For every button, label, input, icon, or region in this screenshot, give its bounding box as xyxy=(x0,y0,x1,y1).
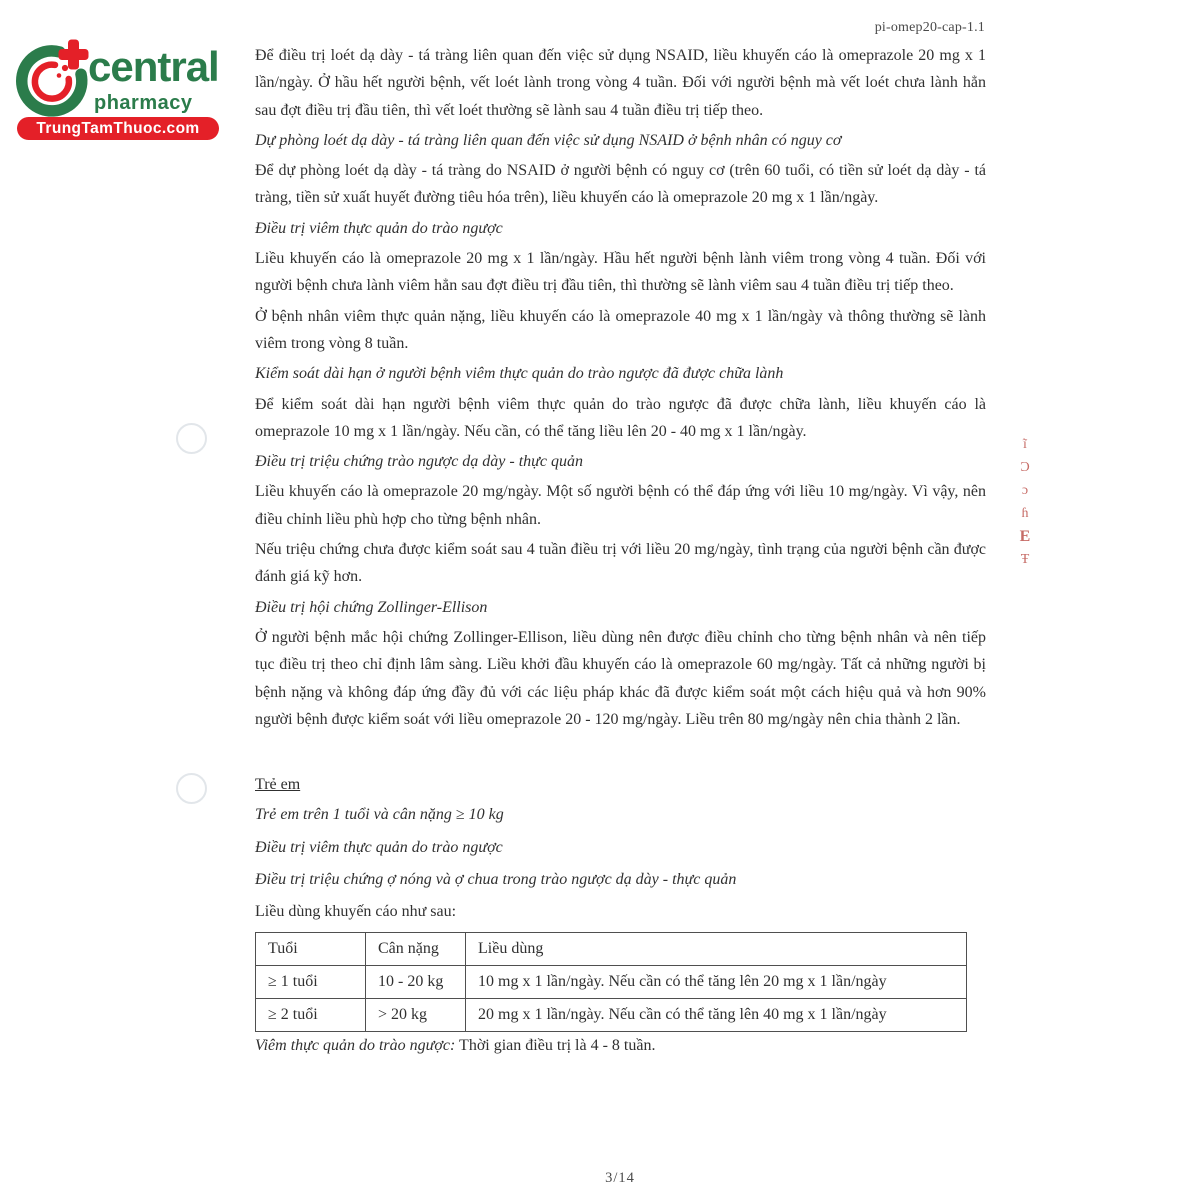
logo-site-text: TrungTamThuoc.com xyxy=(36,119,200,137)
paragraph-nsaid-ulcer-treatment: Để điều trị loét dạ dày - tá tràng liên quan đến việc sử dụng NSAID, liều khuyến cáo là omeprazole 20 mg x 1 lần/ngày. Ở hầu hết người bệnh, vết loét lành trong vòng 4 tuần. Đối với người bệnh mà vết loét chưa lành hẳn sau đợt điều trị đầu tiên, thì vết loét thường sẽ lành sau 4 tuần điều trị tiếp theo. xyxy=(255,47,986,119)
cell-dose: 20 mg x 1 lần/ngày. Nếu cần có thể tăng lên 40 mg x 1 lần/ngày xyxy=(466,998,967,1031)
paragraph-gerd-symptoms: Liều khuyến cáo là omeprazole 20 mg/ngày. Một số người bệnh có thể đáp ứng với liều 10 mg/ngày. Vì vậy, nên điều chỉnh liều phù hợp cho từng bệnh nhân. xyxy=(255,483,986,528)
paragraph-long-term-control: Để kiểm soát dài hạn người bệnh viêm thực quản do trào ngược đã được chữa lành, liều khuyến cáo là omeprazole 10 mg x 1 lần/ngày. Nếu cần, có thể tăng liều lên 20 - 40 mg x 1 lần/ngày. xyxy=(255,395,986,440)
page-number: 3/14 xyxy=(605,1170,635,1186)
paragraph-zollinger-ellison: Ở người bệnh mắc hội chứng Zollinger-Ellison, liều dùng nên được điều chỉnh cho từng bệnh nhân và nên tiếp tục điều trị theo chỉ định lâm sàng. Liều khởi đầu khuyến cáo là omeprazole 60 mg/ngày. Tất cả những người bị bệnh nặng và không đáp ứng đầy đủ với các liệu pháp khác đã được kiểm soát một cách hiệu quả và hơn 90% người bệnh được kiểm soát với liều omeprazole 20 - 120 mg/ngày. Liều trên 80 mg/ngày nên chia thành 2 lần. xyxy=(255,628,986,728)
cell-age: ≥ 2 tuổi xyxy=(256,998,366,1031)
col-header-weight: Cân nặng xyxy=(366,932,466,965)
paragraph-nsaid-prophylaxis: Để dự phòng loét dạ dày - tá tràng do NSAID ở người bệnh có nguy cơ (trên 60 tuổi, có tiền sử loét dạ dày - tá tràng, tiền sử xuất huyết đường tiêu hóa trên), liều khuyến cáo là omeprazole 20 mg x 1 lần/ngày. xyxy=(255,162,986,207)
punch-hole-artifact xyxy=(176,423,207,454)
subheading-children-heartburn: Điều trị triệu chứng ợ nóng và ợ chua trong trào ngược dạ dày - thực quản xyxy=(255,871,737,889)
cell-dose: 10 mg x 1 lần/ngày. Nếu cần có thể tăng lên 20 mg x 1 lần/ngày xyxy=(466,965,967,998)
heading-long-term-control: Kiểm soát dài hạn ở người bệnh viêm thực quản do trào ngược đã được chữa lành xyxy=(255,365,784,383)
logo-site-badge xyxy=(17,117,219,140)
document-code: pi-omep20-cap-1.1 xyxy=(874,20,985,35)
table-note-lead: Viêm thực quản do trào ngược: xyxy=(255,1036,456,1054)
cell-age: ≥ 1 tuổi xyxy=(256,965,366,998)
heading-zollinger-ellison: Điều trị hội chứng Zollinger-Ellison xyxy=(255,598,488,616)
logo-brand-text: central xyxy=(88,43,219,90)
table-note-rest: Thời gian điều trị là 4 - 8 tuần. xyxy=(455,1036,656,1054)
col-header-age: Tuổi xyxy=(256,932,366,965)
cell-weight: > 20 kg xyxy=(366,998,466,1031)
paragraph-severe-esophagitis: Ở bệnh nhân viêm thực quản nặng, liều khuyến cáo là omeprazole 40 mg x 1 lần/ngày và thông thường sẽ lành viêm trong vòng 8 tuần. xyxy=(255,307,986,352)
paragraph-dose-intro: Liều dùng khuyến cáo như sau: xyxy=(255,903,457,921)
table-row xyxy=(256,998,967,1031)
heading-gerd-symptoms: Điều trị triệu chứng trào ngược dạ dày - thực quản xyxy=(255,453,584,471)
heading-reflux-esophagitis: Điều trị viêm thực quản do trào ngược xyxy=(255,219,503,237)
cell-weight: 10 - 20 kg xyxy=(366,965,466,998)
red-margin-stamp-fragments: ĩ Ͻ ɔ ɦ E Ŧ xyxy=(1019,437,1031,567)
subheading-children-over-1: Trẻ em trên 1 tuổi và cân nặng ≥ 10 kg xyxy=(255,806,504,824)
heading-nsaid-prophylaxis: Dự phòng loét dạ dày - tá tràng liên quan đến việc sử dụng NSAID ở bệnh nhân có nguy cơ xyxy=(255,131,842,149)
paragraph-gerd-reassessment: Nếu triệu chứng chưa được kiểm soát sau 4 tuần điều trị với liều 20 mg/ngày, tình trạng của người bệnh cần được đánh giá kỹ hơn. xyxy=(255,541,986,586)
central-pharmacy-logo xyxy=(15,38,230,143)
subheading-children-esophagitis: Điều trị viêm thực quản do trào ngược xyxy=(255,838,503,856)
pediatric-dose-table xyxy=(255,932,967,1032)
plus-icon xyxy=(59,40,89,70)
document-body xyxy=(255,42,986,1062)
table-header-row xyxy=(256,932,967,965)
heading-children: Trẻ em xyxy=(255,776,301,794)
paragraph-reflux-esophagitis: Liều khuyến cáo là omeprazole 20 mg x 1 lần/ngày. Hầu hết người bệnh lành viêm trong vòng 4 tuần. Đối với người bệnh chưa lành viêm hẳn sau đợt điều trị đầu tiên, thì thường sẽ lành viêm sau 4 tuần điều trị tiếp theo. xyxy=(255,250,986,295)
col-header-dose: Liều dùng xyxy=(466,932,967,965)
punch-hole-artifact xyxy=(176,773,207,804)
table-row xyxy=(256,965,967,998)
logo-tagline-text: pharmacy xyxy=(94,92,193,114)
table-note xyxy=(255,1032,986,1059)
